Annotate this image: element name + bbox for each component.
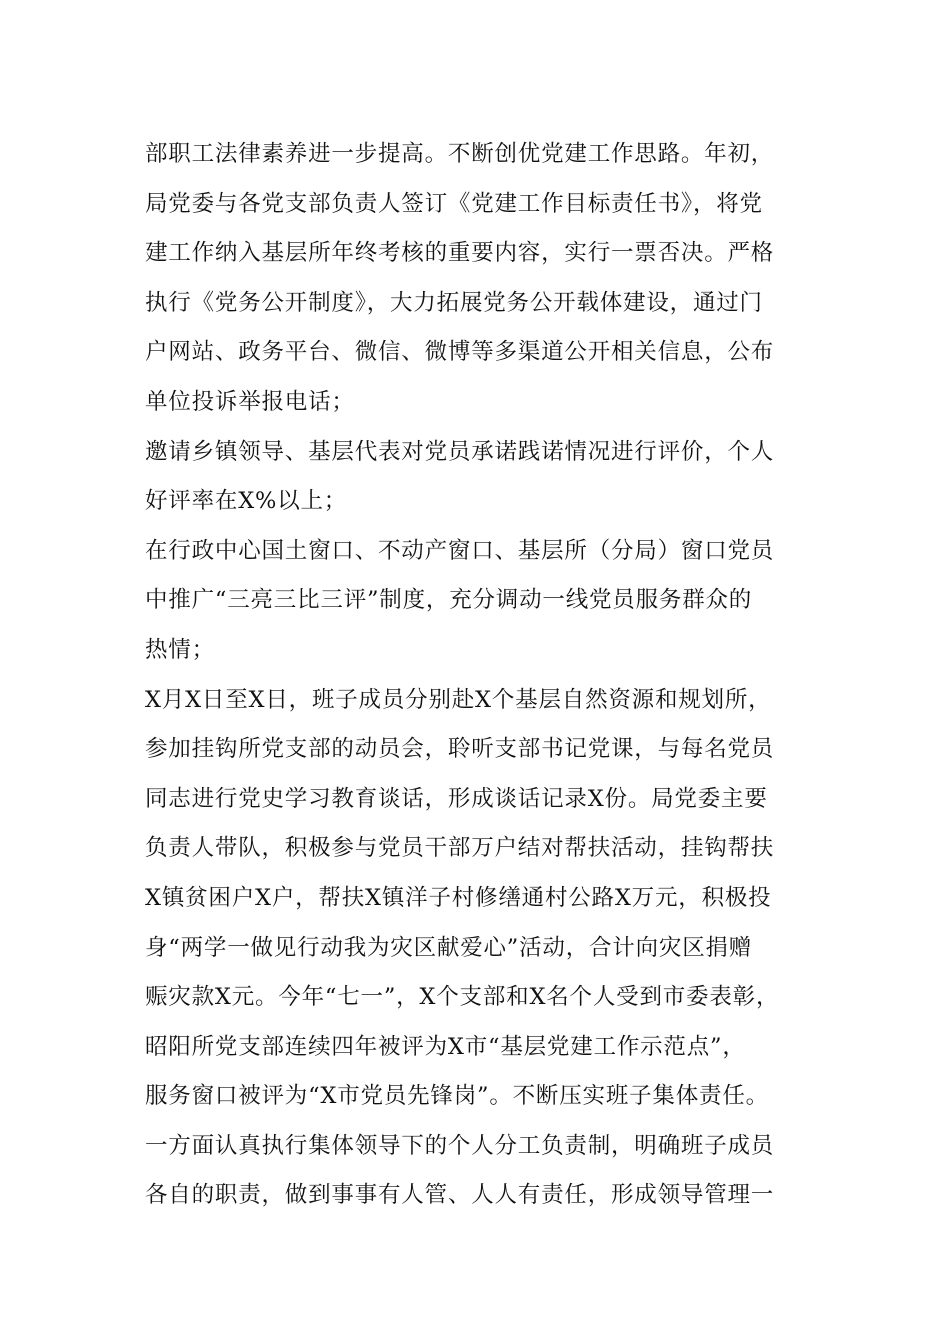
body-text (145, 130, 825, 1221)
text-line: 负责人带队，积极参与党员干部万户结对帮扶活动，挂钩帮扶 (145, 835, 775, 862)
text-line: 中推广“三亮三比三评”制度，充分调动一线党员服务群众的 (145, 587, 753, 614)
text-line: 昭阳所党支部连续四年被评为X市“基层党建工作示范点”， (145, 1033, 746, 1060)
text-line: 服务窗口被评为“X市党员先锋岗”。不断压实班子集体责任。 (145, 1083, 769, 1110)
text-line: X镇贫困户X户，帮扶X镇洋子村修缮通村公路X万元，积极投 (145, 884, 772, 911)
text-line: 建工作纳入基层所年终考核的重要内容，实行一票否决。严格 (145, 240, 775, 267)
text-line: 同志进行党史学习教育谈话，形成谈话记录X份。局党委主要 (145, 785, 768, 812)
text-line: 执行《党务公开制度》，大力拓展党务公开载体建设，通过门 (145, 289, 763, 316)
text-line: 一方面认真执行集体领导下的个人分工负责制，明确班子成员 (145, 1132, 775, 1159)
text-line: 参加挂钩所党支部的动员会，聆听支部书记党课，与每名党员 (145, 736, 775, 763)
text-line: 好评率在X%以上； (145, 488, 348, 515)
text-line: 各自的职责，做到事事有人管、人人有责任，形成领导管理一 (145, 1182, 775, 1209)
text-line: 身“两学一做见行动我为灾区献爱心”活动，合计向灾区捐赠 (145, 934, 753, 961)
text-line: 赈灾款X元。今年“七一”，X个支部和X名个人受到市委表彰， (145, 984, 780, 1011)
text-line: 单位投诉举报电话； (145, 388, 355, 415)
text-line: 邀请乡镇领导、基层代表对党员承诺践诺情况进行评价，个人 (145, 438, 775, 465)
text-line: 户网站、政务平台、微信、微博等多渠道公开相关信息，公布 (145, 339, 775, 366)
text-line: 局党委与各党支部负责人签订《党建工作目标责任书》，将党 (145, 190, 763, 217)
text-line: 部职工法律素养进一步提高。不断创优党建工作思路。年初， (145, 141, 775, 167)
text-line: 热情； (145, 636, 215, 663)
text-line: 在行政中心国土窗口、不动产窗口、基层所（分局）窗口党员 (145, 537, 775, 564)
text-line: X月X日至X日，班子成员分别赴X个基层自然资源和规划所， (145, 686, 772, 713)
